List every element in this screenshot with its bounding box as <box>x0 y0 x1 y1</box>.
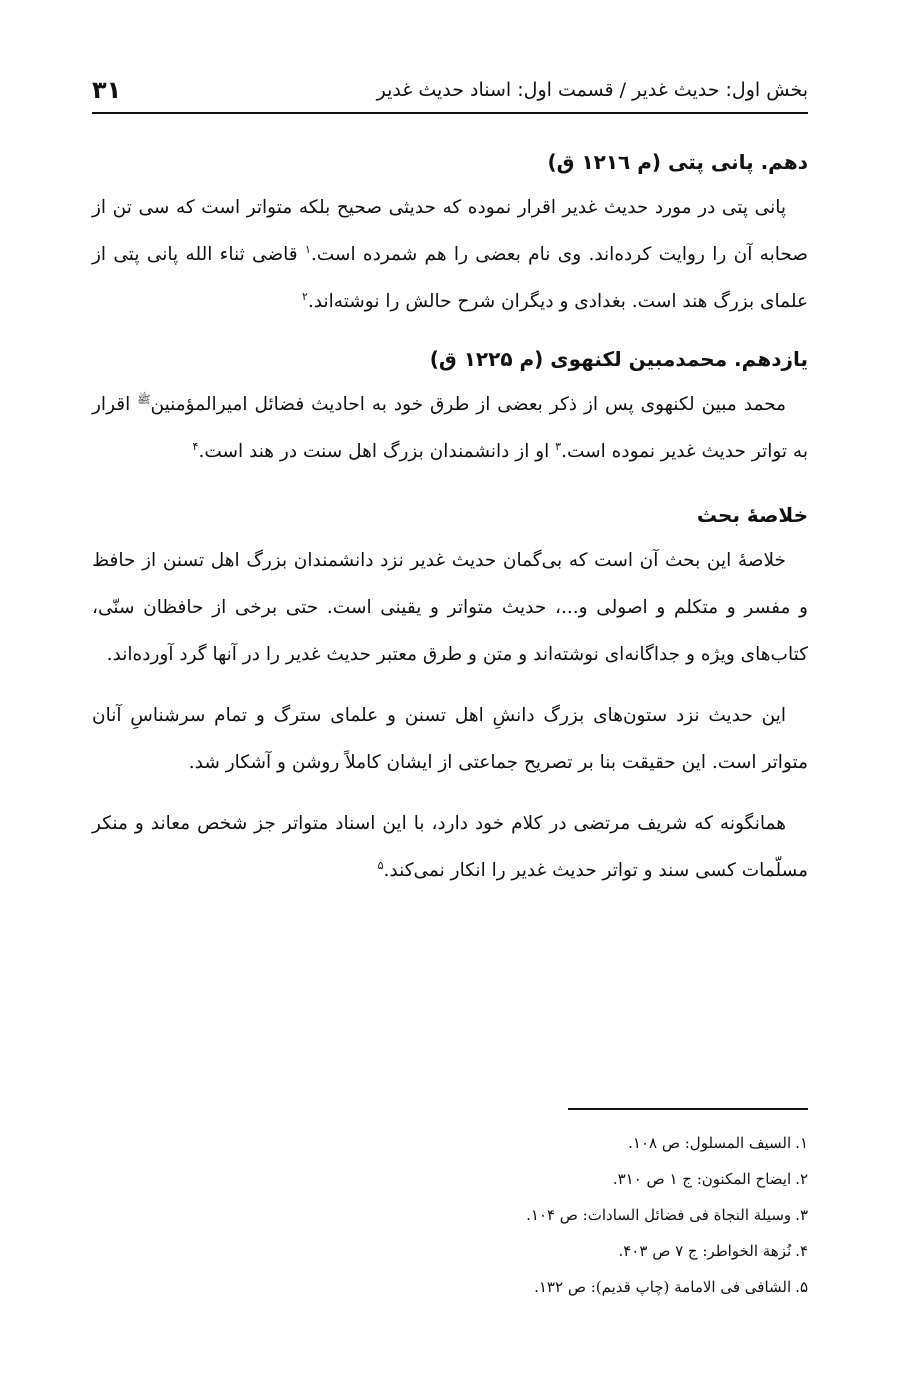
footnote-divider <box>568 1108 808 1110</box>
paragraph-lakhnawi <box>92 381 808 475</box>
footnote-ref-4[interactable]: ۴ <box>192 439 199 453</box>
footnote-item <box>92 1197 808 1233</box>
footnote-item <box>92 1161 808 1197</box>
footnote-ref-2[interactable]: ۲ <box>301 289 308 303</box>
paragraph-summary-1: خلاصهٔ این بحث آن است که بی‌گمان حدیث غدیر نزد دانشمندان بزرگ اهل تسنن از حافظ و مفسر و متکلم و اصولی و...، حدیث متواتر و یقینی است. حتی برخی از حافظان سنّی، کتاب‌های ویژه و جداگانه‌ای نوشته‌اند و متن و طرق معتبر حدیث غدیر را در آنها گرد آورده‌اند. <box>92 550 808 665</box>
footnote-number: ۳. <box>795 1206 808 1224</box>
paragraph-text: محمد مبین لکنهوی پس از ذکر بعضی از طرق خود به احادیث فضائل امیرالمؤمنین <box>150 394 786 415</box>
footnote-number: ۲. <box>795 1170 808 1188</box>
footnote-text: نُزهة الخواطر: ج ۷ ص ۴۰۳. <box>618 1242 792 1260</box>
footnote-text: الشافی فی الامامة (چاپ قدیم): ص ۱۳۲. <box>534 1278 792 1296</box>
footnote-text: وسیلة النجاة فی فضائل السادات: ص ۱۰۴. <box>526 1206 792 1224</box>
footnote-text: ایضاح المکنون: ج ۱ ص ۳۱۰. <box>612 1170 792 1188</box>
page-number: ۳۱ <box>92 76 122 104</box>
paragraph-text: پانی پتی در مورد حدیث غدیر اقرار نموده که حدیثی صحیح بلکه متواتر است که سی تن از صحابه آن را روایت کرده‌اند. وی نام بعضی را هم شمرده است. <box>92 197 809 265</box>
paragraph-text: اقرار به تواتر حدیث غدیر نموده است. <box>92 394 808 462</box>
paragraph-text: همانگونه که شریف مرتضی در کلام خود دارد، با این اسناد متواتر جز شخص معاند و منکر مسلّمات کسی سند و تواتر حدیث غدیر را انکار نمی‌کند. <box>92 813 808 881</box>
paragraph-summary-2: این حدیث نزد ستون‌های بزرگ دانشِ اهل تسنن و علمای سترگ و تمام سرشناسِ آنان متواتر است. این حقیقت بنا بر تصریح جماعتی از ایشان کاملاً روشن و آشکار شد. <box>92 705 808 773</box>
main-text <box>92 140 808 894</box>
book-page <box>92 0 808 1390</box>
footnote-number: ۴. <box>795 1242 808 1260</box>
footnote-item <box>92 1125 808 1161</box>
section-heading-summary: خلاصهٔ بحث <box>696 503 808 527</box>
footnote-text: السیف المسلول: ص ۱۰۸. <box>628 1134 792 1152</box>
honorific-symbol: ﷺ <box>137 392 151 406</box>
footnotes-list <box>92 1125 808 1305</box>
paragraph-text: او از دانشمندان بزرگ اهل سنت در هند است. <box>198 441 556 462</box>
running-title: بخش اول: حدیث غدیر / قسمت اول: اسناد حدیث غدیر <box>376 79 808 101</box>
paragraph-summary-3 <box>92 800 808 894</box>
paragraph-text: قاضی ثناء الله پانی پتی از علمای بزرگ هند است. بغدادی و دیگران شرح حالش را نوشته‌اند. <box>92 244 808 312</box>
footnote-ref-3[interactable]: ۳ <box>555 439 562 453</box>
footnote-number: ۵. <box>795 1278 808 1296</box>
footnote-number: ۱. <box>795 1134 808 1152</box>
section-heading-tenth: دهم. پانی پتی (م ۱۲۱٦ ق) <box>547 150 808 174</box>
footnote-ref-5[interactable]: ۵ <box>377 858 384 872</box>
footnote-item <box>92 1233 808 1269</box>
footnote-ref-1[interactable]: ۱ <box>304 242 311 256</box>
running-header <box>92 68 808 114</box>
footnote-item <box>92 1269 808 1305</box>
section-heading-eleventh: یازدهم. محمدمبین لکنهوی (م ۱۲۲۵ ق) <box>429 347 808 371</box>
paragraph-pani-pati <box>92 184 808 325</box>
